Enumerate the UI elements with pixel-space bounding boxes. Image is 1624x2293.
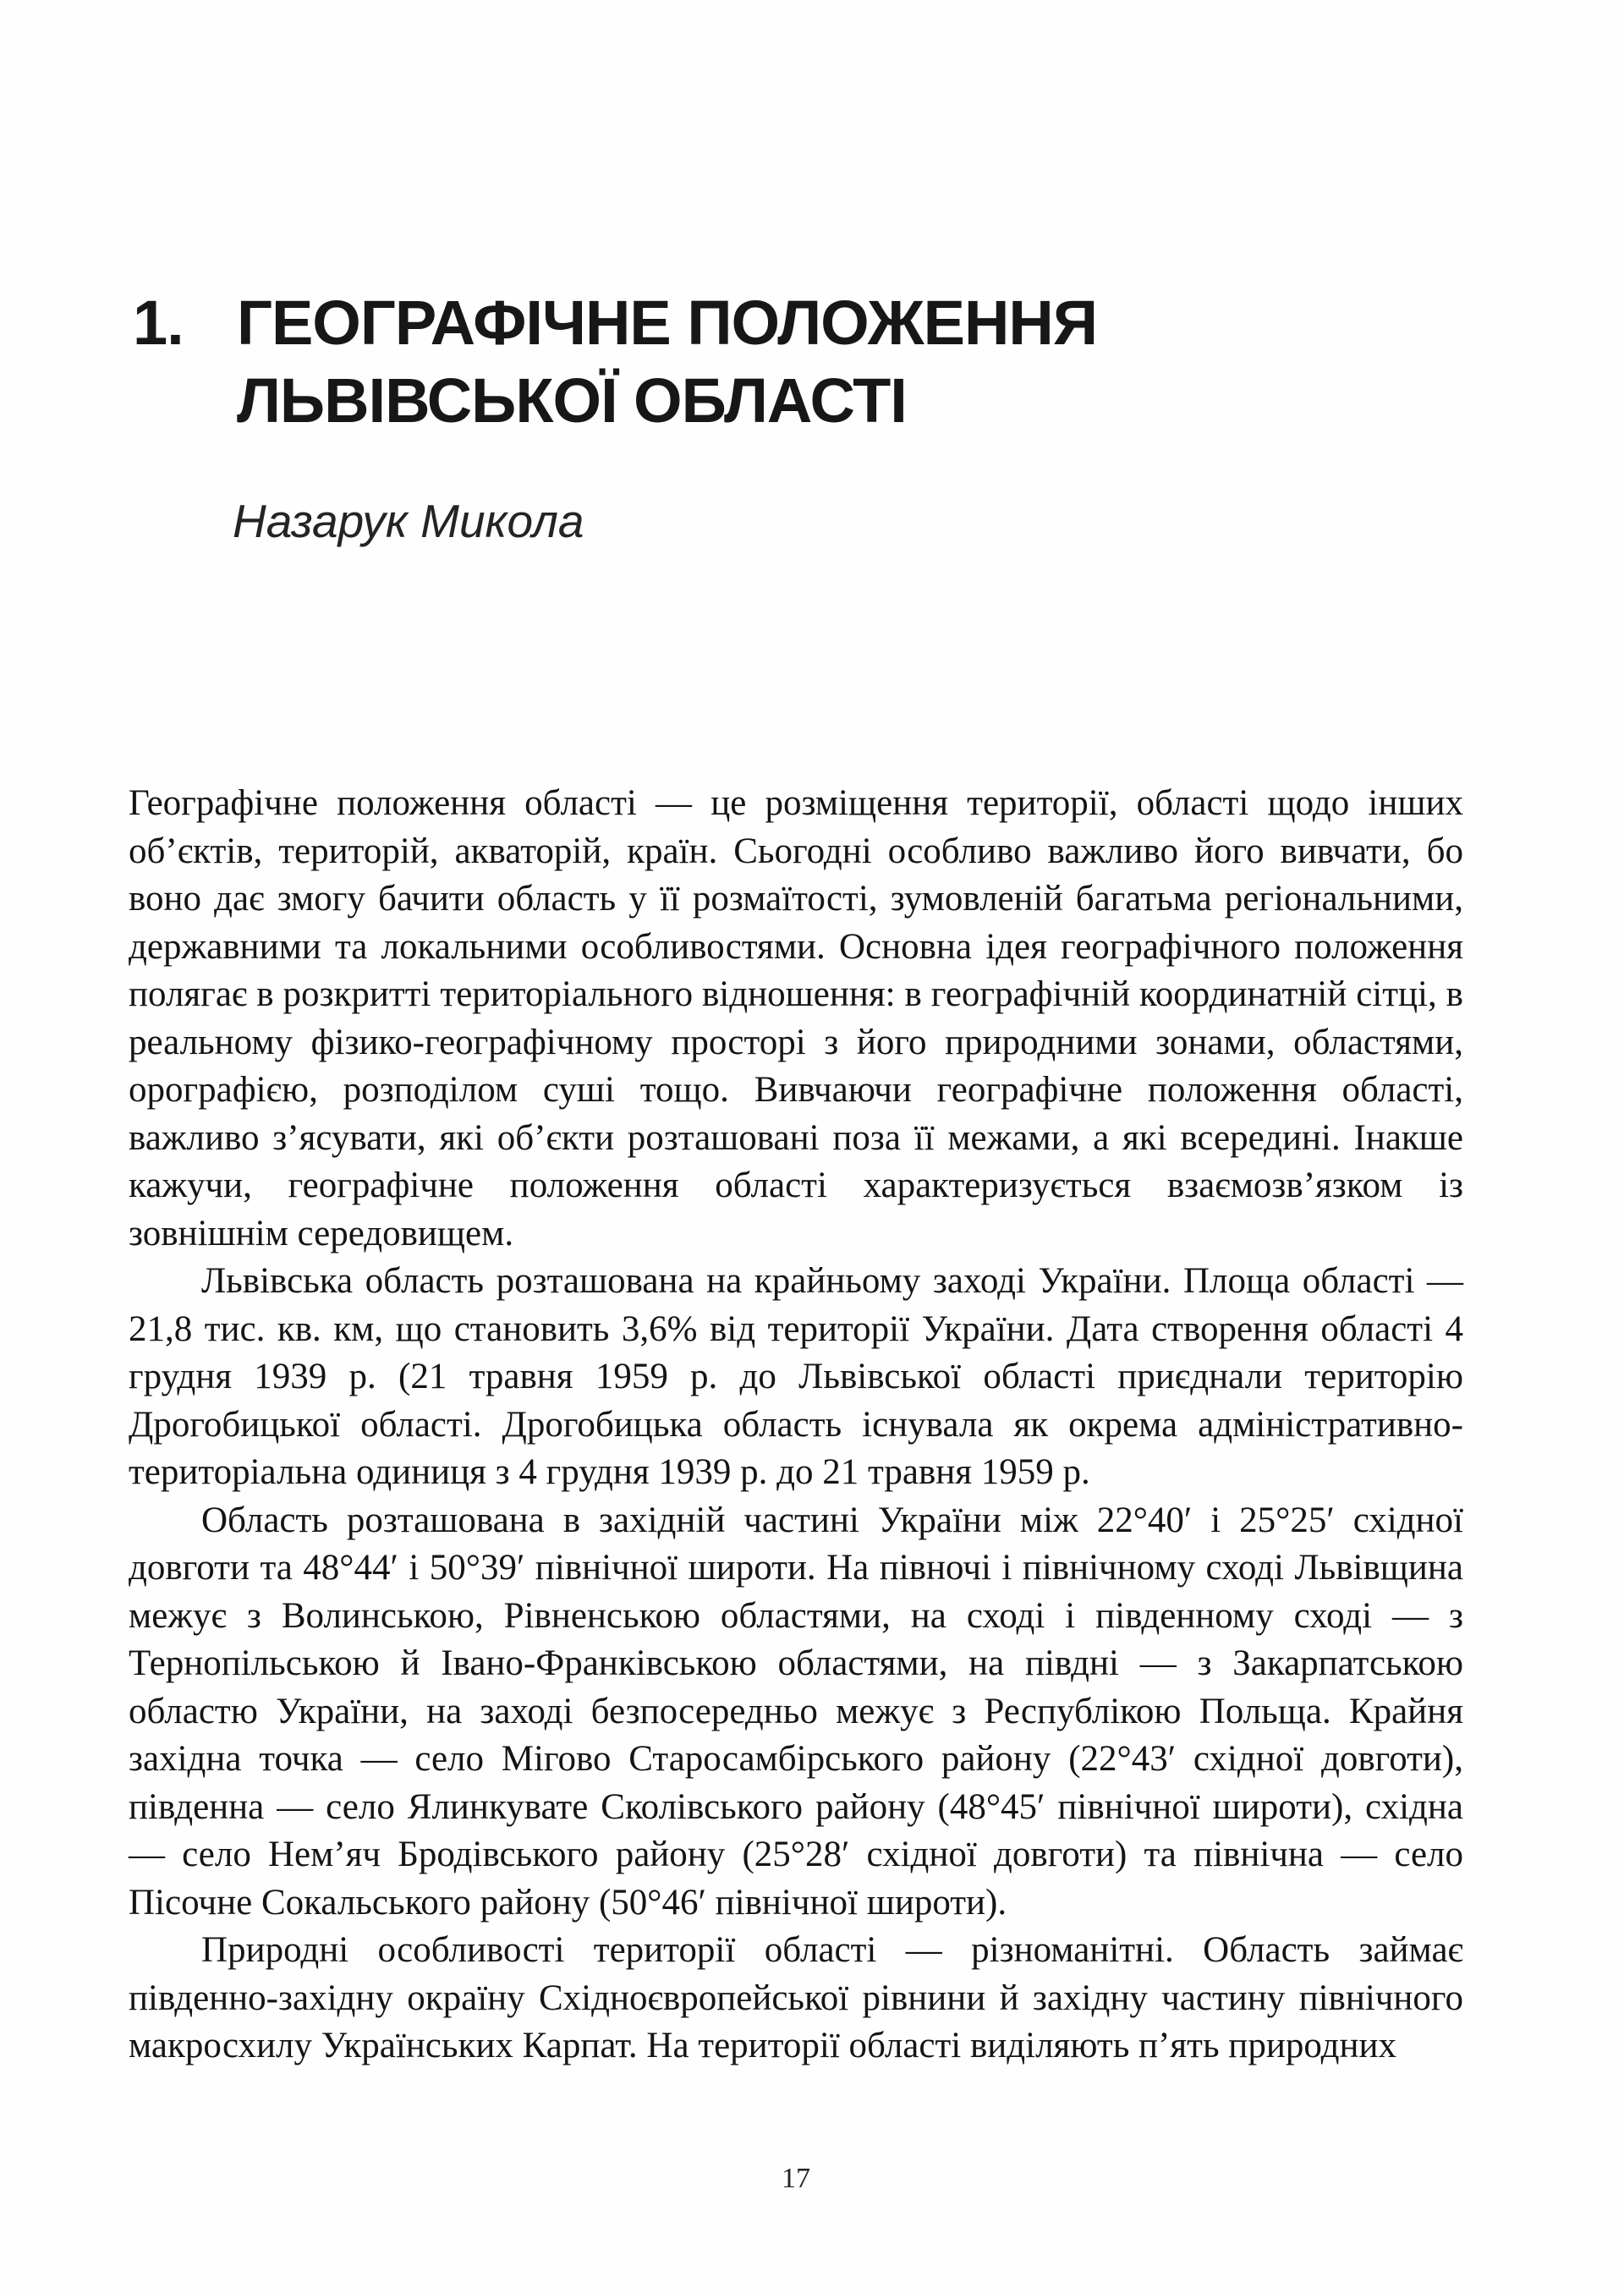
chapter-title-line1: ГЕОГРАФІЧНЕ ПОЛОЖЕННЯ [237, 288, 1098, 358]
author-name: Назарук Микола [233, 495, 584, 547]
chapter-number: 1. [133, 288, 184, 358]
paragraph: Львівська область розташована на крайньому заході України. Площа області — 21,8 тис. кв. км, що становить 3,6% від території України. Дата створення області 4 грудня 1939 р. (21 травня 1959 р. до Львівської області приєднали територію Дрогобицької області. Дрогобицька область існувала як окрема адміністративно-територіальна одиниця з 4 грудня 1939 р. до 21 травня 1959 р. [129, 1261, 1463, 1492]
chapter-title [237, 284, 1097, 440]
paragraph: Область розташована в західній частині України між 22°40′ і 25°25′ східної довготи та 48°44′ і 50°39′ північної широти. На півночі і північному сході Львівщина межує з Волинською, Рівненською областями, на сході і південному сході — з Тернопільською й Івано-Франківською областями, на півдні — з Закарпатською областю України, на заході безпосередньо межує з Республікою Польща. Крайня західна точка — село Мігово Старосамбірського району (22°43′ східної довготи), південна — село Ялинкувате Сколівського району (48°45′ північної широти), східна — село Нем’яч Бродівського району (25°28′ східної довготи) та північна — село Пісочне Сокальського району (50°46′ північної широти). [129, 1500, 1463, 1923]
paragraph: Географічне положення області — це розміщення території, області щодо інших об’єктів, територій, акваторій, країн. Сьогодні особливо важливо його вивчати, бо воно дає змогу бачити область у її розмаїтості, зумовленій багатьма регіональними, державними та локальними особливостями. Основна ідея географічного положення полягає в розкритті територіального відношення: в географічній координатній сітці, в реальному фізико-географічному просторі з його природними зонами, областями, орографією, розподілом суші тощо. Вивчаючи географічне положення області, важливо з’ясувати, які об’єкти розташовані поза її межами, а які всередині. Інакше кажучи, географічне положення області характеризується взаємозв’язком із зовнішнім середовищем. [129, 783, 1463, 1253]
body-paragraphs [129, 780, 1463, 2071]
chapter-heading [133, 284, 1097, 440]
chapter-title-line2: ЛЬВІВСЬКОЇ ОБЛАСТІ [237, 365, 907, 436]
page-number: 17 [782, 2163, 810, 2194]
paragraph: Природні особливості території області — різноманітні. Область займає південно-західну окраїну Східноєвропейської рівнини й західну частину північного макросхилу Українських Карпат. На території області виділяють п’ять природних [129, 1930, 1463, 2065]
